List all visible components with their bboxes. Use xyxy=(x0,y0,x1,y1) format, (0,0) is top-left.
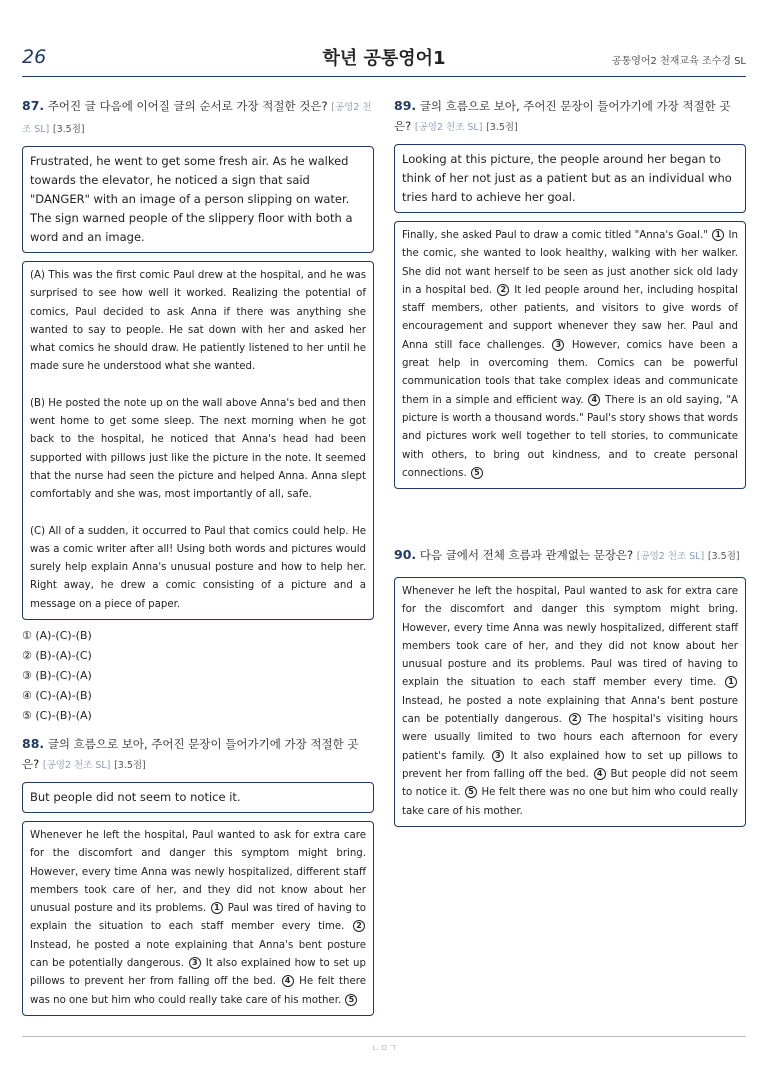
question-90 xyxy=(394,545,746,827)
marker-2: 2 xyxy=(569,713,581,725)
q90-passage-box: Whenever he left the hospital, Paul wanted to ask for extra care for the discomfort and danger this symptom might bring. However, every time Anna was newly hospitalized, different staff members took care of her, and they did not know about her unusual posture and its problems. Paul was tired of having to explain the situation to each staff member every time. 1 Instead, he posted a note explaining that Anna's bent posture can be potentially dangerous. 2 The hospital's visiting hours were usually limited to two hours each afternoon for every patient's family. 3 It also explained how to set up pillows to prevent her from falling off the bed. 4 But people did not seem to notice it. 5 He felt there was no one but him who could really take care of his mother. xyxy=(394,577,746,827)
question-89 xyxy=(394,96,746,489)
page-number: 26 xyxy=(22,46,47,68)
q87-passage-box xyxy=(22,261,374,620)
marker-3: 3 xyxy=(189,957,201,969)
q87-given-box: Frustrated, he went to get some fresh air. As he walked towards the elevator, he noticed a sign that said "DANGER" with an image of a person slipping on water. The sign warned people of the slippery floor with both a word and an image. xyxy=(22,146,374,253)
marker-4: 4 xyxy=(282,975,294,987)
paragraph-a: (A) This was the first comic Paul drew at the hospital, and he was surprised to see how well it worked. Realizing the potential of comics, Paul decided to ask Anna if there was anything she wanted to say to people. He sat down with her and asked her what comics he should draw. He patiently listened to her until he made sure he understood what she wanted. xyxy=(30,270,366,373)
marker-2: 2 xyxy=(497,284,509,296)
q87-options xyxy=(22,626,374,726)
q89-passage-box: Finally, she asked Paul to draw a comic titled "Anna's Goal." 1 In the comic, she wanted to look healthy, walking with her walker. She did not want herself to be seen as just another sick old lady in a hospital bed. 2 It led people around her, including hospital staff members, other patients, and visitors to give words of encouragement and support whenever they saw her. Paul and Anna still face challenges. 3 However, comics have been a great help in overcoming them. Comics can be powerful communication tools that take complex ideas and communicate them in a simple and efficient way. 4 There is an old saying, "A picture is worth a thousand words." Paul's story shows that words and pictures work well together to tell stories, to communicate with others, to bring out kindness, and to create personal connections. 5 xyxy=(394,221,746,489)
marker-4: 4 xyxy=(594,768,606,780)
left-column xyxy=(22,96,374,726)
marker-3: 3 xyxy=(552,339,564,351)
marker-5: 5 xyxy=(345,994,357,1006)
q89-given-box: Looking at this picture, the people around her began to think of her not just as a patient but as an individual who tries hard to achieve her goal. xyxy=(394,144,746,213)
marker-1: 1 xyxy=(712,229,724,241)
question-88-prompt: 88. 글의 흐름으로 보아, 주어진 문장이 들어가기에 가장 적절한 곳은? [공영2 천조 SL] [3.5점] xyxy=(22,736,359,771)
marker-1: 1 xyxy=(211,902,223,914)
option-1[interactable]: ① (A)-(C)-(B) xyxy=(22,629,92,643)
paragraph-c: (C) All of a sudden, it occurred to Paul that comics could help. He was a comic writer after all! Using both words and pictures would surely help explain Anna's unusual posture and how to help her. Right away, he drew a comic consisting of a picture and a message on a piece of paper. xyxy=(30,525,366,610)
q88-passage-box: Whenever he left the hospital, Paul wanted to ask for extra care for the discomfort and danger this symptom might bring. However, every time Anna was newly hospitalized, different staff members took care of her, and they did not know about her unusual posture and its problems. 1 Paul was tired of having to explain the situation to each staff member every time. 2 Instead, he posted a note explaining that Anna's bent posture can be potentially dangerous. 3 It also explained how to set up pillows to prevent her from falling off the bed. 4 He felt there was no one but him who could really take care of his mother. 5 xyxy=(22,821,374,1016)
page-header xyxy=(22,40,746,77)
marker-2: 2 xyxy=(353,920,365,932)
question-87-prompt: 87. 주어진 글 다음에 이어질 글의 순서로 가장 적절한 것은? [공영2 천조 SL] [3.5점] xyxy=(22,98,372,135)
page-footer: ㄴㅇㄱ xyxy=(22,1036,746,1054)
option-3[interactable]: ③ (B)-(C)-(A) xyxy=(22,669,92,683)
marker-4: 4 xyxy=(588,394,600,406)
question-89-prompt: 89. 글의 흐름으로 보아, 주어진 문장이 들어가기에 가장 적절한 곳은? [공영2 천조 SL] [3.5점] xyxy=(394,98,731,133)
option-2[interactable]: ② (B)-(A)-(C) xyxy=(22,649,92,663)
question-90-prompt: 90. 다음 글에서 전체 흐름과 관계없는 문장은? [공영2 천조 SL] [3.5점] xyxy=(394,547,740,562)
marker-1: 1 xyxy=(725,676,737,688)
option-4[interactable]: ④ (C)-(A)-(B) xyxy=(22,689,92,703)
page-title: 학년 공통영어1 xyxy=(322,48,446,69)
q88-given-box: But people did not seem to notice it. xyxy=(22,782,374,813)
marker-5: 5 xyxy=(465,786,477,798)
paragraph-b: (B) He posted the note up on the wall above Anna's bed and then went home to get some sleep. The next morning when he got back to the hospital, he noticed that Anna's head had been supported with pillows just like the picture in the note. It seemed that the nurse had seen the picture and helped Anna. Anna slept comfortably and she was, most importantly of all, safe. xyxy=(30,397,366,501)
header-source: 공통영어2 천재교육 조수경 SL xyxy=(611,56,746,67)
question-88 xyxy=(22,734,374,1016)
marker-5: 5 xyxy=(471,467,483,479)
option-5[interactable]: ⑤ (C)-(B)-(A) xyxy=(22,709,92,723)
marker-3: 3 xyxy=(492,750,504,762)
